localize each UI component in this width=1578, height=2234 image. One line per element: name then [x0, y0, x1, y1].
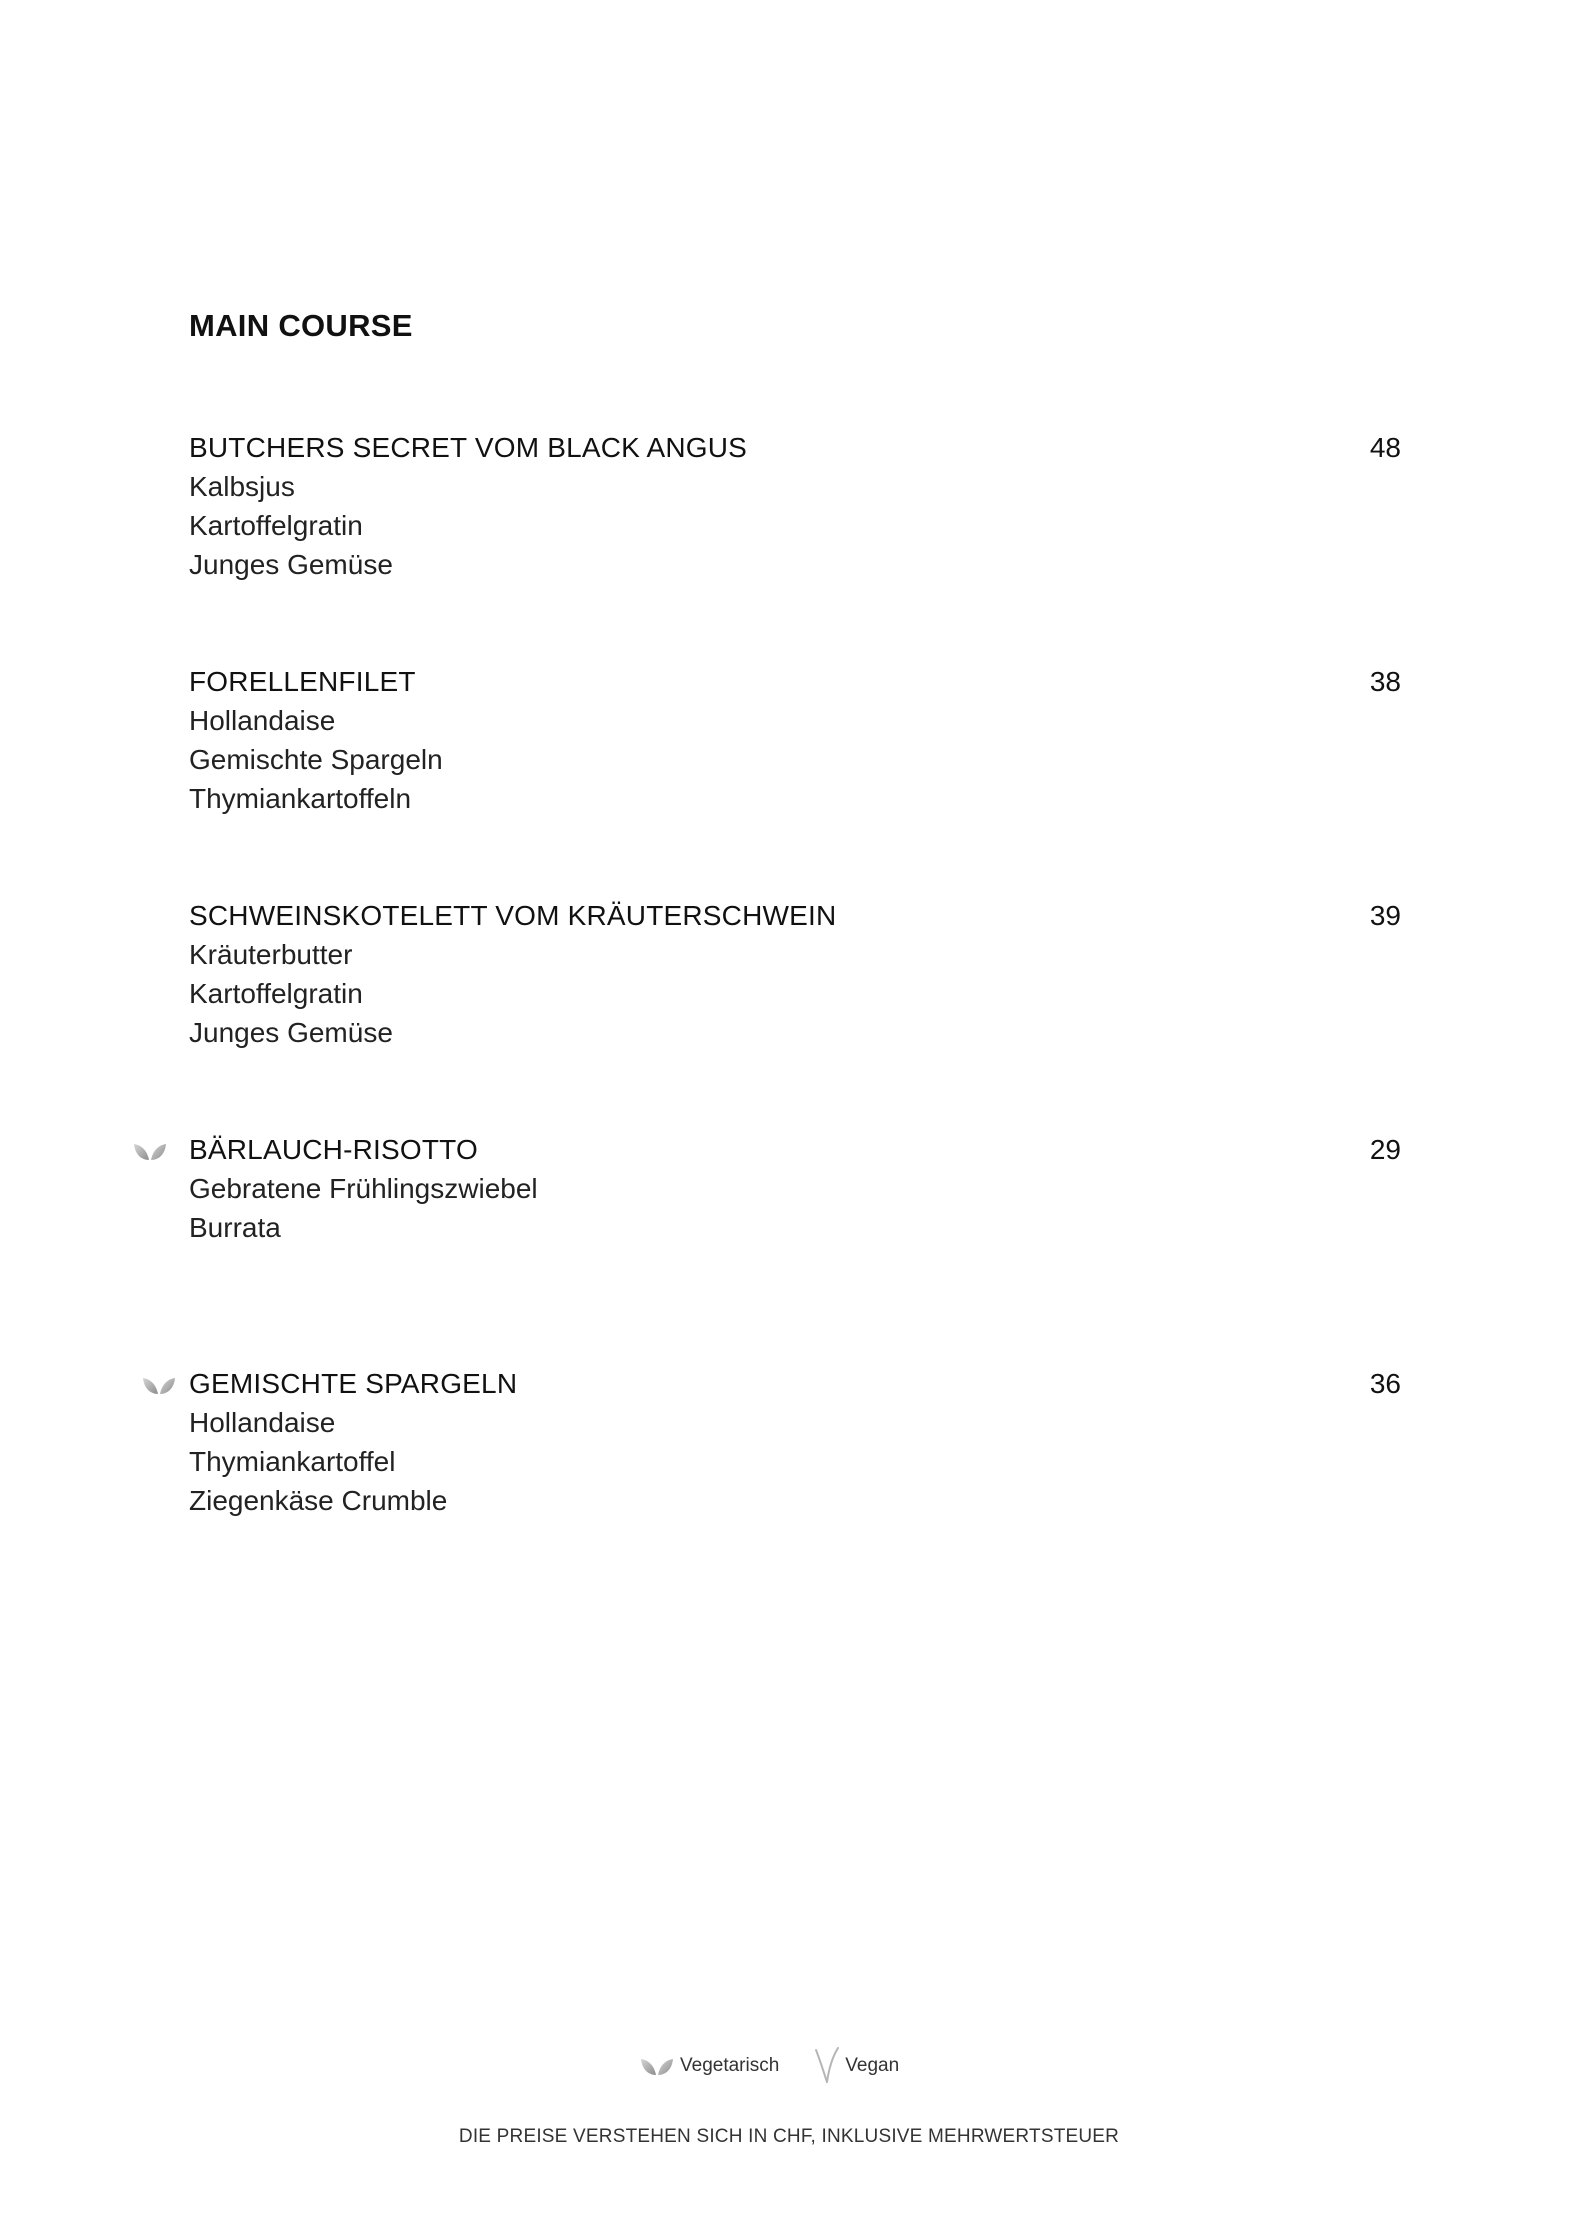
section-title: MAIN COURSE: [189, 308, 413, 343]
dish-header: [189, 896, 1401, 935]
dish-price: 39: [1369, 900, 1401, 931]
dish-side: Kalbsjus: [189, 471, 295, 502]
vegetarian-leaf-icon: [133, 1140, 167, 1162]
diet-legend: [640, 2046, 933, 2086]
dish-item: [189, 428, 1401, 584]
dish-item: [189, 896, 1401, 1052]
dish-side: Gebratene Frühlingszwiebel: [189, 1173, 538, 1204]
dish-price: 48: [1369, 432, 1401, 463]
dish-side: Thymiankartoffeln: [189, 783, 412, 814]
dish-item: [189, 1364, 1401, 1520]
dish-price: 36: [1369, 1368, 1401, 1399]
dish-side: Kartoffelgratin: [189, 510, 363, 541]
dish-price: 38: [1369, 666, 1401, 697]
dish-side: Burrata: [189, 1212, 281, 1243]
dish-name: SCHWEINSKOTELETT VOM KRÄUTERSCHWEIN: [189, 900, 837, 931]
dish-header: [189, 662, 1401, 701]
dish-side: Kartoffelgratin: [189, 978, 363, 1009]
vegetarian-leaf-icon: [142, 1374, 176, 1396]
dish-side: Gemischte Spargeln: [189, 744, 443, 775]
dish-side: Ziegenkäse Crumble: [189, 1485, 448, 1516]
dish-side: Junges Gemüse: [189, 549, 393, 580]
dish-name: GEMISCHTE SPARGELN: [189, 1368, 518, 1399]
dish-header: [189, 428, 1401, 467]
dish-name: BÄRLAUCH-RISOTTO: [189, 1134, 478, 1165]
dish-item: [189, 662, 1401, 818]
dish-header: [189, 1364, 1401, 1403]
dish-side: Kräuterbutter: [189, 939, 353, 970]
legend-label-vegan: Vegan: [845, 2055, 900, 2076]
dish-name: BUTCHERS SECRET VOM BLACK ANGUS: [189, 432, 748, 463]
legend-label-vegetarian: Vegetarisch: [680, 2055, 780, 2076]
dish-side: Hollandaise: [189, 1407, 336, 1438]
price-note: DIE PREISE VERSTEHEN SICH IN CHF, INKLUSIVE MEHRWERTSTEUER: [458, 2126, 1120, 2147]
dish-side: Junges Gemüse: [189, 1017, 393, 1048]
dish-side: Hollandaise: [189, 705, 336, 736]
dish-price: 29: [1369, 1134, 1401, 1165]
dish-name: FORELLENFILET: [189, 666, 416, 697]
dish-header: [189, 1130, 1401, 1169]
vegan-v-icon: [813, 2046, 839, 2086]
legend-item-vegan: [813, 2046, 899, 2086]
dish-item: [189, 1130, 1401, 1247]
legend-item-vegetarian: [640, 2055, 779, 2077]
vegetarian-leaf-icon: [640, 2055, 674, 2077]
dish-side: Thymiankartoffel: [189, 1446, 396, 1477]
